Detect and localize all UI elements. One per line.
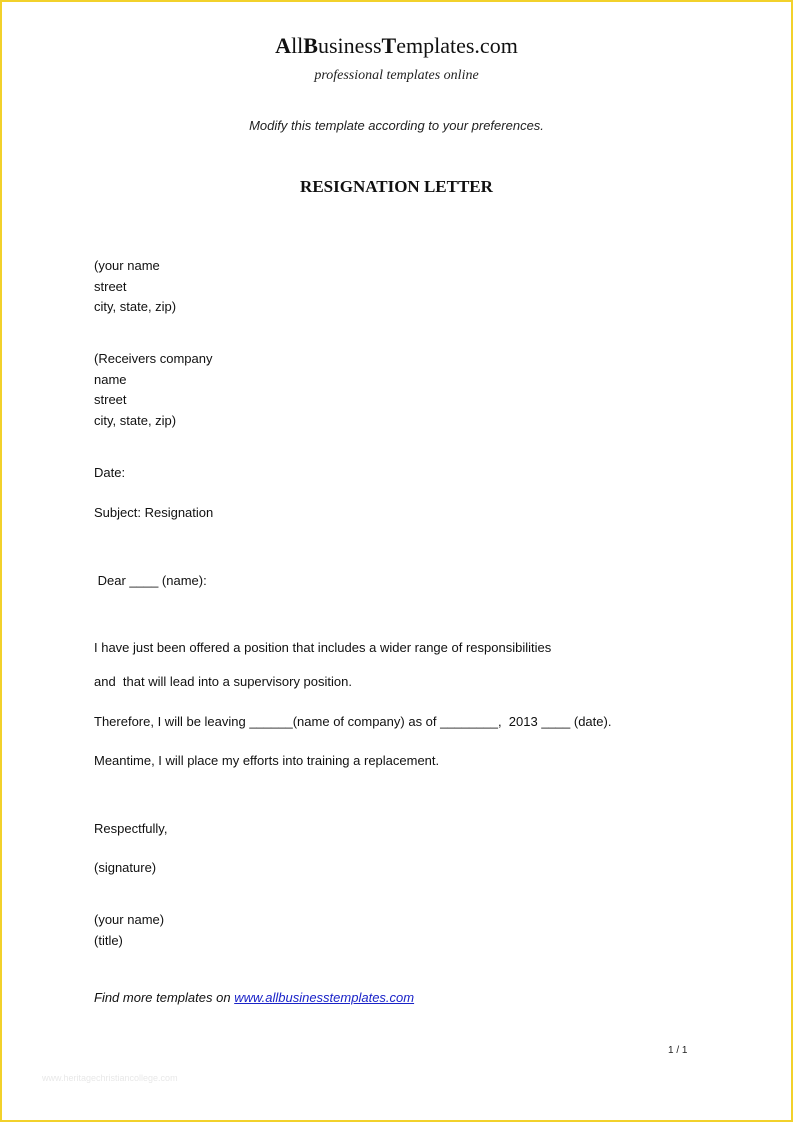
signer-title: (title)	[94, 933, 123, 948]
receiver-address-line: street	[94, 392, 127, 407]
signature-placeholder: (signature)	[94, 860, 157, 875]
footer-prefix: Find more templates on	[94, 990, 235, 1005]
sender-address-line: street	[94, 279, 127, 294]
date-label: Date:	[94, 465, 126, 480]
brand-part: T	[381, 33, 397, 58]
brand-part: A	[275, 33, 292, 58]
closing-line: Respectfully,	[94, 821, 168, 836]
footer-note	[94, 990, 414, 1005]
brand-tagline: professional templates online	[314, 68, 479, 83]
receiver-address-line: city, state, zip)	[94, 413, 177, 428]
brand-part: emplates.com	[396, 33, 518, 58]
template-instruction: Modify this template according to your preferences.	[249, 118, 544, 133]
body-paragraph-line: Meantime, I will place my efforts into training a replacement.	[94, 753, 440, 768]
sender-address-line: (your name	[94, 258, 160, 273]
brand-part: ll	[291, 33, 304, 58]
body-paragraph-line: I have just been offered a position that includes a wider range of responsibilities	[94, 640, 552, 655]
receiver-address-line: name	[94, 372, 127, 387]
page-number: 1 / 1	[668, 1045, 688, 1056]
brand-logo-text	[2, 33, 791, 59]
footer-website-link[interactable]: www.allbusinesstemplates.com	[234, 990, 415, 1005]
signer-name: (your name)	[94, 912, 165, 927]
watermark-text: www.heritagechristiancollege.com	[42, 1073, 178, 1083]
body-paragraph-line: Therefore, I will be leaving ______(name of company) as of ________, 2013 ____ (date).	[94, 714, 612, 729]
subject-line: Subject: Resignation	[94, 505, 214, 520]
document-title: RESIGNATION LETTER	[300, 177, 493, 196]
body-paragraph-line: and that will lead into a supervisory position.	[94, 674, 352, 689]
brand-part: usiness	[317, 33, 382, 58]
brand-part: B	[303, 33, 318, 58]
greeting-line: Dear ____ (name):	[94, 573, 207, 588]
sender-address-line: city, state, zip)	[94, 299, 177, 314]
receiver-address-line: (Receivers company	[94, 351, 213, 366]
